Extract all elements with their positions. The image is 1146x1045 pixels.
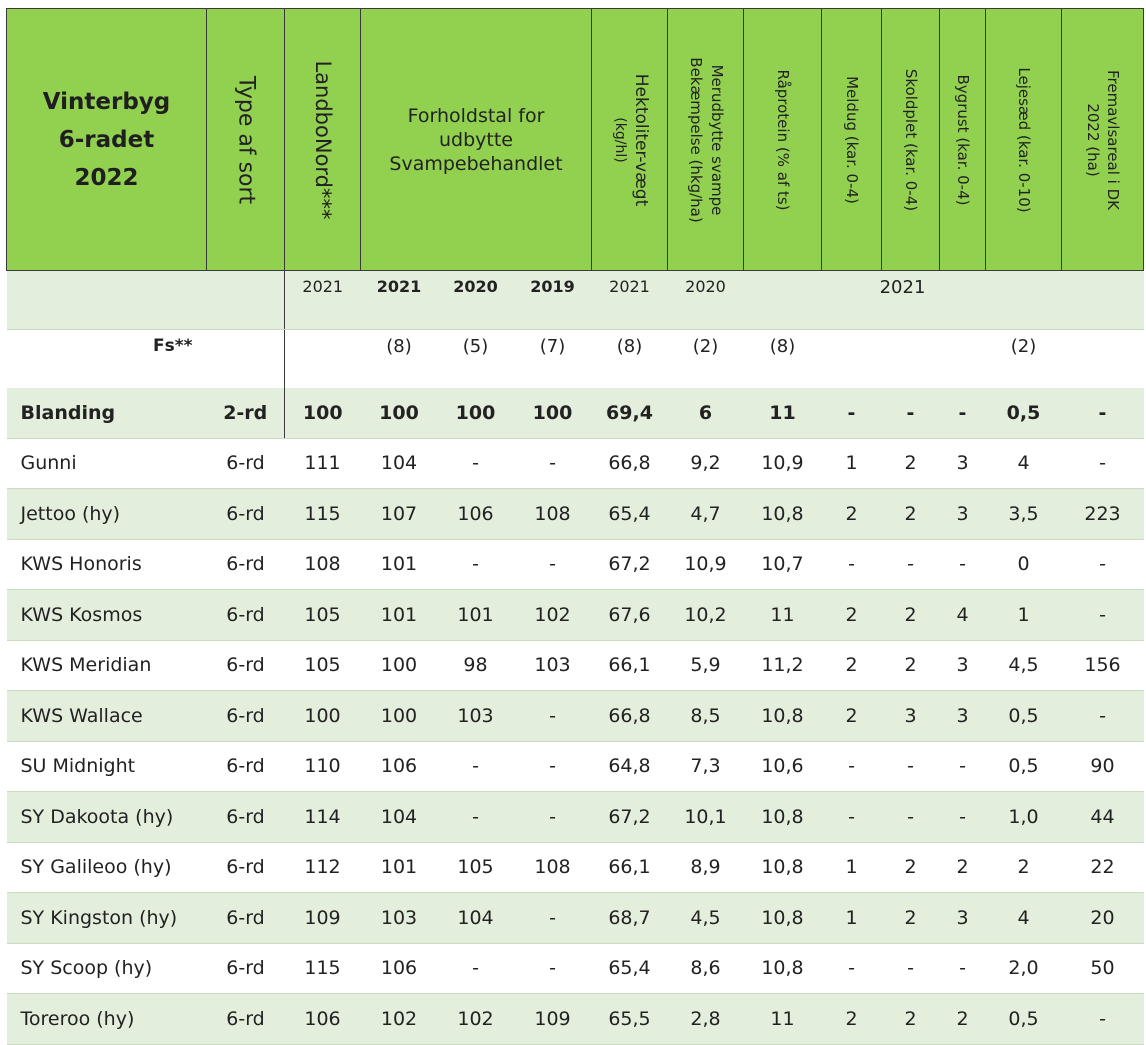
table-row [7, 388, 1144, 438]
cell-type: 6-rd [207, 489, 285, 540]
cell-f2021: 104 [361, 792, 438, 843]
col-type-label: Type af sort [233, 75, 258, 204]
cell-rp: 11,2 [744, 640, 822, 691]
col-skoldplet-label: Skoldplet (kar. 0-4) [901, 68, 920, 211]
cell-landbo: 115 [285, 943, 361, 994]
data-rows [7, 388, 1144, 1044]
cell-type: 6-rd [207, 438, 285, 489]
cell-rust: 3 [940, 489, 986, 540]
cell-rp: 10,7 [744, 539, 822, 590]
cell-f2019: 100 [514, 388, 592, 438]
cell-skold: - [882, 539, 940, 590]
table-row [7, 842, 1144, 893]
cell-f2019: - [514, 792, 592, 843]
cell-landbo: 105 [285, 640, 361, 691]
cell-frem: 156 [1062, 640, 1144, 691]
table-title [7, 83, 206, 197]
cell-f2019: 102 [514, 590, 592, 641]
cell-landbo: 100 [285, 388, 361, 438]
cell-f2019: 108 [514, 842, 592, 893]
cell-rust: 4 [940, 590, 986, 641]
cell-mer: 10,2 [668, 590, 744, 641]
col-merudbytte-label: Merudbytte svampe Bekæmpelse (hkg/ha) [686, 56, 726, 223]
cell-rp: 10,8 [744, 943, 822, 994]
year-merudbytte: 2020 [668, 271, 744, 330]
col-raaprotein-header [744, 9, 822, 271]
cell-f2019: - [514, 943, 592, 994]
cell-frem: - [1062, 691, 1144, 742]
cell-rp: 10,9 [744, 438, 822, 489]
cell-rp: 10,8 [744, 691, 822, 742]
year-hektoliter: 2021 [592, 271, 668, 330]
cell-name: SY Galileoo (hy) [7, 842, 207, 893]
cell-f2021: 100 [361, 691, 438, 742]
cell-name: Jettoo (hy) [7, 489, 207, 540]
cell-leje: 0,5 [986, 388, 1062, 438]
cell-f2020: 102 [438, 994, 514, 1045]
table-row [7, 438, 1144, 489]
title-line-3: 2022 [74, 164, 139, 191]
cell-frem: 20 [1062, 893, 1144, 944]
cell-f2021: 104 [361, 438, 438, 489]
cell-f2021: 102 [361, 994, 438, 1045]
cell-meldug: - [822, 539, 882, 590]
cell-f2019: - [514, 691, 592, 742]
cell-mer: 10,9 [668, 539, 744, 590]
cell-rust: 3 [940, 640, 986, 691]
cell-rust: 3 [940, 438, 986, 489]
cell-hl: 68,7 [592, 893, 668, 944]
year-forholdstal-2020: 2020 [438, 271, 514, 330]
variety-table [6, 8, 1144, 1045]
cell-rust: - [940, 539, 986, 590]
cell-type: 6-rd [207, 539, 285, 590]
cell-mer: 4,5 [668, 893, 744, 944]
cell-mer: 8,6 [668, 943, 744, 994]
cell-f2021: 101 [361, 842, 438, 893]
cell-skold: 2 [882, 489, 940, 540]
cell-skold: 2 [882, 438, 940, 489]
cell-frem: - [1062, 438, 1144, 489]
col-type-header [207, 9, 285, 271]
table-row [7, 943, 1144, 994]
cell-name: KWS Kosmos [7, 590, 207, 641]
cell-type: 6-rd [207, 590, 285, 641]
cell-f2021: 101 [361, 539, 438, 590]
cell-mer: 6 [668, 388, 744, 438]
cell-leje: 0,5 [986, 994, 1062, 1045]
cell-landbo: 108 [285, 539, 361, 590]
cell-f2020: - [438, 792, 514, 843]
title-line-1: Vinterbyg [42, 88, 171, 115]
col-bygrust-header [940, 9, 986, 271]
cell-hl: 67,2 [592, 792, 668, 843]
cell-frem: - [1062, 590, 1144, 641]
cell-hl: 65,4 [592, 943, 668, 994]
cell-type: 6-rd [207, 741, 285, 792]
cell-f2021: 106 [361, 943, 438, 994]
cell-hl: 66,1 [592, 640, 668, 691]
col-lejesaed-label: Lejesæd (kar. 0-10) [1014, 66, 1033, 213]
cell-meldug: 2 [822, 994, 882, 1045]
title-cell [7, 9, 207, 271]
cell-rust: - [940, 741, 986, 792]
fs-lejesaed: (2) [986, 330, 1062, 389]
cell-leje: 2,0 [986, 943, 1062, 994]
table-row [7, 893, 1144, 944]
cell-rust: - [940, 388, 986, 438]
cell-frem: 90 [1062, 741, 1144, 792]
fs-label: Fs** [7, 330, 207, 389]
cell-type: 6-rd [207, 792, 285, 843]
cell-landbo: 115 [285, 489, 361, 540]
col-landbonord-label: LandboNord*** [310, 59, 335, 220]
cell-skold: 2 [882, 994, 940, 1045]
cell-hl: 69,4 [592, 388, 668, 438]
cell-f2019: - [514, 741, 592, 792]
cell-meldug: - [822, 943, 882, 994]
col-hektoliter-header [592, 9, 668, 271]
cell-landbo: 112 [285, 842, 361, 893]
cell-rp: 10,8 [744, 893, 822, 944]
cell-meldug: 2 [822, 640, 882, 691]
cell-rp: 10,8 [744, 792, 822, 843]
cell-hl: 66,1 [592, 842, 668, 893]
cell-rust: - [940, 943, 986, 994]
col-skoldplet-header [882, 9, 940, 271]
table-row [7, 792, 1144, 843]
cell-f2020: 101 [438, 590, 514, 641]
fs-hektoliter: (8) [592, 330, 668, 389]
cell-rp: 10,8 [744, 489, 822, 540]
title-line-2: 6-radet [58, 126, 155, 153]
cell-type: 6-rd [207, 994, 285, 1045]
cell-f2020: 100 [438, 388, 514, 438]
cell-skold: 3 [882, 691, 940, 742]
cell-mer: 8,5 [668, 691, 744, 742]
col-lejesaed-header [986, 9, 1062, 271]
cell-hl: 66,8 [592, 691, 668, 742]
col-merudbytte-header [668, 9, 744, 271]
cell-skold: 2 [882, 640, 940, 691]
cell-rust: 2 [940, 842, 986, 893]
cell-rp: 11 [744, 994, 822, 1045]
cell-f2020: 104 [438, 893, 514, 944]
cell-mer: 10,1 [668, 792, 744, 843]
cell-name: Toreroo (hy) [7, 994, 207, 1045]
cell-rust: 2 [940, 994, 986, 1045]
cell-mer: 9,2 [668, 438, 744, 489]
cell-meldug: 2 [822, 691, 882, 742]
col-landbonord-header [285, 9, 361, 271]
cell-frem: 22 [1062, 842, 1144, 893]
col-meldug-label: Meldug (kar. 0-4) [842, 75, 861, 204]
cell-name: Gunni [7, 438, 207, 489]
cell-skold: - [882, 388, 940, 438]
cell-hl: 67,2 [592, 539, 668, 590]
cell-rust: - [940, 792, 986, 843]
cell-f2020: 105 [438, 842, 514, 893]
cell-f2020: 98 [438, 640, 514, 691]
cell-frem: - [1062, 388, 1144, 438]
cell-rust: 3 [940, 691, 986, 742]
year-forholdstal-2021: 2021 [361, 271, 438, 330]
cell-landbo: 111 [285, 438, 361, 489]
cell-landbo: 109 [285, 893, 361, 944]
cell-landbo: 106 [285, 994, 361, 1045]
cell-name: SU Midnight [7, 741, 207, 792]
cell-frem: 44 [1062, 792, 1144, 843]
cell-leje: 1 [986, 590, 1062, 641]
cell-mer: 4,7 [668, 489, 744, 540]
cell-leje: 1,0 [986, 792, 1062, 843]
cell-meldug: - [822, 792, 882, 843]
table-row [7, 590, 1144, 641]
cell-landbo: 114 [285, 792, 361, 843]
fs-forholdstal-2021: (8) [361, 330, 438, 389]
cell-mer: 7,3 [668, 741, 744, 792]
cell-meldug: - [822, 741, 882, 792]
cell-meldug: 2 [822, 489, 882, 540]
cell-leje: 2 [986, 842, 1062, 893]
cell-mer: 2,8 [668, 994, 744, 1045]
year-landbonord: 2021 [285, 271, 361, 330]
cell-rp: 11 [744, 590, 822, 641]
cell-meldug: - [822, 388, 882, 438]
cell-f2020: 106 [438, 489, 514, 540]
year-forholdstal-2019: 2019 [514, 271, 592, 330]
table-row [7, 741, 1144, 792]
table-row [7, 489, 1144, 540]
cell-landbo: 105 [285, 590, 361, 641]
cell-skold: - [882, 943, 940, 994]
cell-f2019: - [514, 893, 592, 944]
col-meldug-header [822, 9, 882, 271]
cell-f2019: 103 [514, 640, 592, 691]
cell-type: 6-rd [207, 640, 285, 691]
cell-leje: 0,5 [986, 691, 1062, 742]
cell-name: KWS Wallace [7, 691, 207, 742]
cell-f2019: 109 [514, 994, 592, 1045]
cell-frem: 50 [1062, 943, 1144, 994]
cell-f2021: 107 [361, 489, 438, 540]
cell-f2019: - [514, 539, 592, 590]
col-raaprotein-label: Råprotein (% af ts) [773, 68, 792, 211]
cell-f2020: - [438, 438, 514, 489]
cell-mer: 5,9 [668, 640, 744, 691]
cell-rp: 10,8 [744, 842, 822, 893]
cell-meldug: 2 [822, 590, 882, 641]
cell-frem: 223 [1062, 489, 1144, 540]
cell-f2019: - [514, 438, 592, 489]
cell-skold: - [882, 792, 940, 843]
cell-hl: 64,8 [592, 741, 668, 792]
cell-f2021: 100 [361, 388, 438, 438]
fs-raaprotein: (8) [744, 330, 822, 389]
cell-name: KWS Meridian [7, 640, 207, 691]
cell-hl: 65,5 [592, 994, 668, 1045]
cell-f2020: - [438, 741, 514, 792]
fs-row [7, 330, 1144, 389]
header-row [7, 9, 1144, 271]
cell-name: KWS Honoris [7, 539, 207, 590]
cell-type: 6-rd [207, 691, 285, 742]
fs-forholdstal-2019: (7) [514, 330, 592, 389]
cell-leje: 4,5 [986, 640, 1062, 691]
cell-rp: 10,6 [744, 741, 822, 792]
cell-f2019: 108 [514, 489, 592, 540]
col-hektoliter-label: Hektoliter-vægt (kg/hl) [611, 73, 651, 206]
cell-landbo: 110 [285, 741, 361, 792]
table-row [7, 640, 1144, 691]
table-row [7, 539, 1144, 590]
col-fremavl-label: Fremavlsareal i DK 2022 (ha) [1083, 69, 1122, 210]
cell-type: 6-rd [207, 943, 285, 994]
cell-type: 6-rd [207, 842, 285, 893]
cell-f2020: - [438, 539, 514, 590]
cell-skold: 2 [882, 893, 940, 944]
cell-meldug: 1 [822, 842, 882, 893]
cell-name: SY Dakoota (hy) [7, 792, 207, 843]
cell-f2020: - [438, 943, 514, 994]
cell-hl: 65,4 [592, 489, 668, 540]
cell-name: SY Kingston (hy) [7, 893, 207, 944]
cell-f2021: 101 [361, 590, 438, 641]
cell-type: 6-rd [207, 893, 285, 944]
cell-landbo: 100 [285, 691, 361, 742]
cell-hl: 67,6 [592, 590, 668, 641]
cell-meldug: 1 [822, 893, 882, 944]
cell-rust: 3 [940, 893, 986, 944]
col-fremavl-header [1062, 9, 1144, 271]
cell-frem: - [1062, 994, 1144, 1045]
cell-f2020: 103 [438, 691, 514, 742]
cell-leje: 3,5 [986, 489, 1062, 540]
cell-frem: - [1062, 539, 1144, 590]
col-bygrust-label: Bygrust (kar. 0-4) [953, 74, 972, 205]
year-row [7, 271, 1144, 330]
cell-f2021: 100 [361, 640, 438, 691]
cell-leje: 0 [986, 539, 1062, 590]
cell-skold: 2 [882, 590, 940, 641]
cell-f2021: 103 [361, 893, 438, 944]
fs-merudbytte: (2) [668, 330, 744, 389]
cell-rp: 11 [744, 388, 822, 438]
cell-skold: - [882, 741, 940, 792]
year-group-2021: 2021 [744, 271, 1062, 330]
col-forholdstal-header [361, 9, 592, 271]
cell-name: SY Scoop (hy) [7, 943, 207, 994]
cell-leje: 4 [986, 893, 1062, 944]
forholdstal-label: Forholdstal for udbytte Svampebehandlet [389, 104, 563, 175]
cell-name: Blanding [7, 388, 207, 438]
table-row [7, 994, 1144, 1045]
cell-type: 2-rd [207, 388, 285, 438]
cell-skold: 2 [882, 842, 940, 893]
cell-f2021: 106 [361, 741, 438, 792]
cell-mer: 8,9 [668, 842, 744, 893]
cell-hl: 66,8 [592, 438, 668, 489]
table-row [7, 691, 1144, 742]
fs-forholdstal-2020: (5) [438, 330, 514, 389]
cell-leje: 4 [986, 438, 1062, 489]
cell-meldug: 1 [822, 438, 882, 489]
cell-leje: 0,5 [986, 741, 1062, 792]
